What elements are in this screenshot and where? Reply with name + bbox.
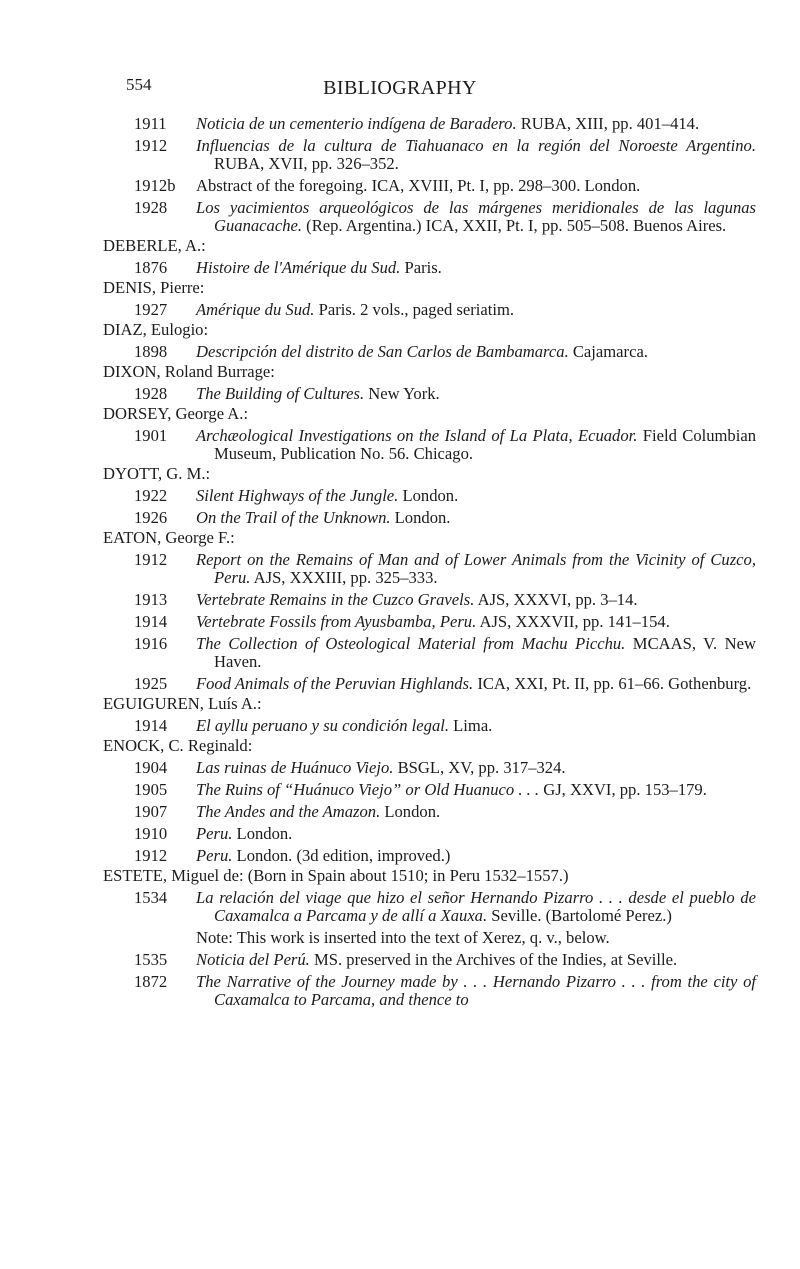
entry-text — [186, 825, 756, 843]
bibliography-entry — [134, 343, 756, 361]
entry-year — [134, 929, 186, 947]
author-heading: DEBERLE, A.: — [103, 236, 206, 255]
entry-details: London. — [380, 802, 441, 821]
bibliography-entry — [134, 385, 756, 403]
entry-title: Histoire de l'Amérique du Sud. — [196, 258, 401, 277]
bibliography-entry — [134, 199, 756, 235]
entry-text — [186, 487, 756, 505]
entry-year: 1912 — [134, 846, 168, 865]
entry-year: 1928 — [134, 198, 168, 217]
entry-details: RUBA, XIII, pp. 401–414. — [516, 114, 700, 133]
entry-year: 1916 — [134, 634, 168, 653]
entry-year: 1913 — [134, 590, 168, 609]
bibliography-entry — [134, 675, 756, 693]
entry-title: Vertebrate Remains in the Cuzco Gravels. — [196, 590, 475, 609]
entry-text — [186, 635, 756, 671]
entry-title: Report on the Remains of Man and of Lower Animals from the Vicinity of Cuzco, Peru. — [196, 550, 756, 587]
entry-details: BSGL, XV, pp. 317–324. — [393, 758, 566, 777]
entry-details: London. — [232, 824, 293, 843]
entry-details: London. — [398, 486, 459, 505]
entry-details: Seville. (Bartolomé Perez.) — [487, 906, 672, 925]
bibliography-entry — [134, 635, 756, 671]
entry-year: 1922 — [134, 486, 168, 505]
entry-title: Las ruinas de Huánuco Viejo. — [196, 758, 394, 777]
entry-text — [186, 847, 756, 865]
entry-year: 1912b — [134, 176, 176, 195]
entry-details: New York. — [364, 384, 440, 403]
author-heading: DORSEY, George A.: — [103, 404, 249, 423]
author-heading: DIXON, Roland Burrage: — [103, 362, 275, 381]
entry-details: RUBA, XVII, pp. 326–352. — [214, 154, 399, 173]
entry-details: Note: This work is inserted into the text of Xerez, q. v., below. — [196, 928, 610, 947]
entry-text — [186, 509, 756, 527]
entry-details: London. — [390, 508, 451, 527]
bibliography-entry — [134, 591, 756, 609]
entry-text — [186, 675, 756, 693]
entry-year: 1901 — [134, 426, 168, 445]
entry-text — [186, 301, 756, 319]
entry-details: ICA, XXI, Pt. II, pp. 61–66. Gothenburg. — [473, 674, 752, 693]
running-head: BIBLIOGRAPHY — [323, 77, 477, 99]
entry-details: Abstract of the foregoing. ICA, XVIII, Pt. I, pp. 298–300. London. — [196, 176, 641, 195]
entry-text — [186, 137, 756, 173]
entry-year: 1534 — [134, 888, 168, 907]
entry-title: La relación del viage que hizo el señor Hernando Pizarro . . . desde el pueblo de Caxamalca a Parcama y de allí a Xauxa. — [196, 888, 756, 925]
entry-text — [186, 929, 756, 947]
entry-text — [186, 385, 756, 403]
bibliography-entry — [134, 613, 756, 631]
entry-title: Peru. — [196, 846, 233, 865]
entry-details: (Rep. Argentina.) ICA, XXII, Pt. I, pp. 505–508. Buenos Aires. — [302, 216, 727, 235]
entry-title: Food Animals of the Peruvian Highlands. — [196, 674, 474, 693]
entry-year: 1912 — [134, 136, 168, 155]
bibliography-entry — [134, 973, 756, 1009]
entry-year: 1914 — [134, 612, 168, 631]
entry-text — [186, 803, 756, 821]
entry-text — [186, 781, 756, 799]
author-heading: ENOCK, C. Reginald: — [103, 736, 253, 755]
entry-text — [186, 551, 756, 587]
bibliography-entry — [134, 717, 756, 735]
entry-details: GJ, XXVI, pp. 153–179. — [539, 780, 707, 799]
entry-details: Paris. — [400, 258, 442, 277]
entry-details: Lima. — [449, 716, 493, 735]
entry-details: MS. preserved in the Archives of the Indies, at Seville. — [309, 950, 678, 969]
entry-text — [186, 259, 756, 277]
entry-details: Field Columbian Museum, Publication No. 56. Chicago. — [214, 426, 757, 463]
entry-title: Descripción del distrito de San Carlos de Bambamarca. — [196, 342, 569, 361]
entry-title: The Narrative of the Journey made by . . . Hernando Pizarro . . . from the city of Caxamalca to Parcama, and thence to — [196, 972, 756, 1009]
bibliography-entry — [134, 115, 756, 133]
entry-title: On the Trail of the Unknown. — [196, 508, 391, 527]
entry-title: The Ruins of “Huánuco Viejo” or Old Huanuco . . . — [196, 780, 540, 799]
entry-title: Los yacimientos arqueológicos de las márgenes meridionales de las lagunas Guanacache. — [196, 198, 756, 235]
bibliography-entry — [134, 759, 756, 777]
entry-title: Noticia de un cementerio indígena de Baradero. — [196, 114, 517, 133]
entry-year: 1927 — [134, 300, 168, 319]
entry-title: Influencias de la cultura de Tiahuanaco en la región del Noroeste Argentino. — [196, 136, 756, 155]
entry-details: London. (3d edition, improved.) — [232, 846, 451, 865]
bibliography-entry — [134, 825, 756, 843]
entry-year: 1914 — [134, 716, 168, 735]
entry-year: 1876 — [134, 258, 168, 277]
page-number: 554 — [126, 75, 152, 94]
bibliography-entry — [134, 177, 756, 195]
entry-title: The Building of Cultures. — [196, 384, 365, 403]
bibliography-entry — [134, 509, 756, 527]
bibliography-entry — [134, 889, 756, 925]
entry-year: 1905 — [134, 780, 168, 799]
entry-title: Vertebrate Fossils from Ayusbamba, Peru. — [196, 612, 477, 631]
entry-text — [186, 591, 756, 609]
entry-year: 1898 — [134, 342, 168, 361]
entry-year: 1872 — [134, 972, 168, 991]
entry-year: 1926 — [134, 508, 168, 527]
entry-details: Cajamarca. — [568, 342, 648, 361]
entry-title: The Andes and the Amazon. — [196, 802, 381, 821]
entry-text — [186, 115, 756, 133]
author-heading: EATON, George F.: — [103, 528, 235, 547]
entry-title: Peru. — [196, 824, 233, 843]
entry-text — [186, 613, 756, 631]
entry-text — [186, 759, 756, 777]
entry-text — [186, 427, 756, 463]
entry-year: 1911 — [134, 114, 167, 133]
entry-text — [186, 177, 756, 195]
entry-year: 1535 — [134, 950, 168, 969]
entry-year: 1928 — [134, 384, 168, 403]
bibliography-entry — [134, 951, 756, 969]
author-heading: DENIS, Pierre: — [103, 278, 205, 297]
author-heading: DYOTT, G. M.: — [103, 464, 211, 483]
entry-title: Noticia del Perú. — [196, 950, 310, 969]
bibliography-entry — [134, 781, 756, 799]
entry-title: The Collection of Osteological Material from Machu Picchu. — [196, 634, 626, 653]
entry-year: 1904 — [134, 758, 168, 777]
bibliography-entry — [134, 259, 756, 277]
entry-year: 1925 — [134, 674, 168, 693]
entry-title: Amérique du Sud. — [196, 300, 315, 319]
bibliography-entry — [134, 803, 756, 821]
entry-year: 1907 — [134, 802, 168, 821]
bibliography-entry — [134, 487, 756, 505]
bibliography-entry — [134, 301, 756, 319]
entry-year: 1912 — [134, 550, 168, 569]
entry-details: Paris. 2 vols., paged seriatim. — [314, 300, 515, 319]
author-heading: EGUIGUREN, Luís A.: — [103, 694, 262, 713]
author-heading: ESTETE, Miguel de: (Born in Spain about 1510; in Peru 1532–1557.) — [103, 866, 569, 885]
entry-text — [186, 343, 756, 361]
bibliography-entry — [134, 847, 756, 865]
bibliography-note — [134, 929, 756, 947]
entry-text — [186, 199, 756, 235]
entry-text — [186, 973, 756, 1009]
entry-details: MCAAS, V. New Haven. — [214, 634, 756, 671]
bibliography-list — [103, 111, 757, 1009]
entry-text — [186, 717, 756, 735]
entry-details: AJS, XXXIII, pp. 325–333. — [250, 568, 438, 587]
entry-text — [186, 951, 756, 969]
entry-title: El ayllu peruano y su condición legal. — [196, 716, 450, 735]
bibliography-entry — [134, 551, 756, 587]
bibliography-entry — [134, 137, 756, 173]
entry-title: Archæological Investigations on the Island of La Plata, Ecuador. — [196, 426, 638, 445]
entry-title: Silent Highways of the Jungle. — [196, 486, 399, 505]
entry-details: AJS, XXXVI, pp. 3–14. — [474, 590, 638, 609]
entry-year: 1910 — [134, 824, 168, 843]
entry-details: AJS, XXXVII, pp. 141–154. — [476, 612, 670, 631]
author-heading: DIAZ, Eulogio: — [103, 320, 209, 339]
bibliography-entry — [134, 427, 756, 463]
entry-text — [186, 889, 756, 925]
